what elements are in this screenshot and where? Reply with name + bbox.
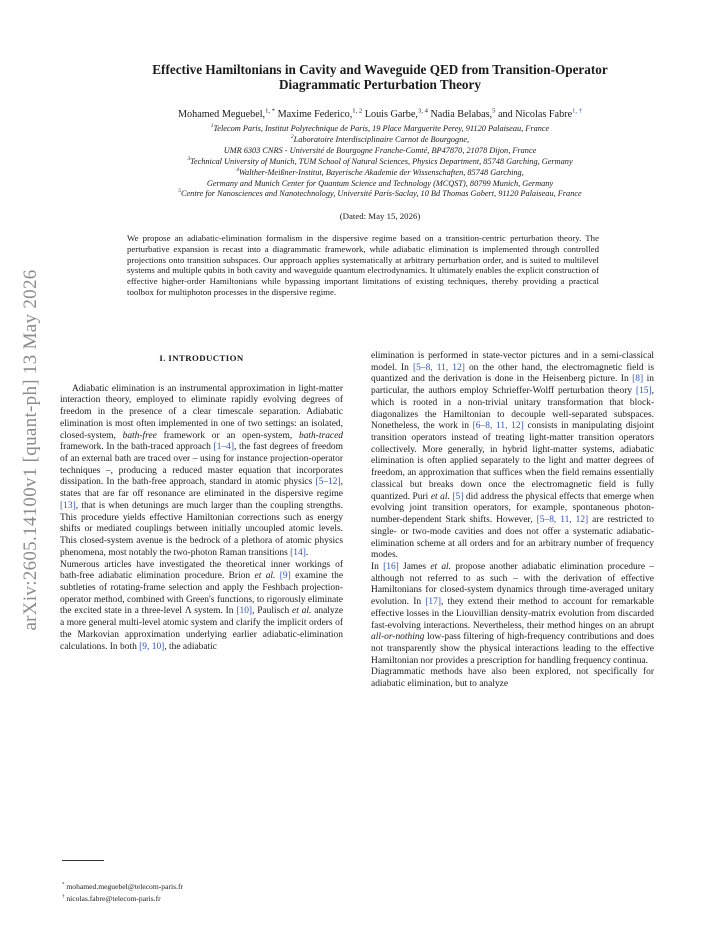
arxiv-identifier: [18, 240, 44, 660]
author-mark: 1, †: [572, 107, 583, 115]
affiliation: [60, 146, 700, 157]
affiliation-text: UMR 6303 CNRS - Université de Bourgogne Franche-Comté, BP47870, 21078 Dijon, France: [223, 145, 537, 155]
author-name: Maxime Federico,: [277, 109, 353, 120]
affiliation-list: [60, 124, 700, 200]
title-line-1: Effective Hamiltonians in Cavity and Waveguide QED from Transition-Operator: [152, 62, 608, 77]
body-paragraph: [60, 384, 343, 560]
footnote-email: mohamed.meguebel@telecom-paris.fr: [66, 882, 184, 891]
affiliation: [60, 124, 700, 135]
text-run: examine the subtleties of rotating-frame selection and apply the Feshbach projection-operator method, combined with Green's functions, to rigorously eliminate the excited state in a three-level Λ system. In: [60, 571, 344, 617]
citation-link[interactable]: [10]: [236, 606, 253, 617]
author: [278, 109, 363, 120]
affiliation: [60, 135, 700, 146]
citation-link[interactable]: [6–8, 11, 12]: [472, 421, 524, 432]
affiliation-text: Germany and Munich Center for Quantum Science and Technology (MCQST), 80799 Munich, Germany: [206, 178, 554, 188]
italic-text: et al.: [292, 606, 312, 617]
body-column-right: [371, 351, 654, 691]
text-run: , the fast degrees of freedom of an external bath are traced over – using for instance projection-operator techniques –, producing a reduced master equation that incorporates dissipation. In the bath-free approach, standard in atomic physics: [60, 442, 343, 488]
text-run: Diagrammatic methods have also been explored, not specifically for adiabatic elimination, but to analyze: [371, 667, 654, 690]
text-run: In: [371, 561, 384, 572]
footnote-rule: [62, 860, 104, 861]
citation-link[interactable]: [15]: [635, 386, 652, 397]
text-run: propose another adiabatic elimination procedure – although not referred to as such – with the derivation of effective Hamiltonians for closed-system dynamics through time-averaged unitary evolution. In: [371, 561, 654, 608]
citation-link[interactable]: [8]: [632, 374, 644, 385]
citation-link[interactable]: [14]: [290, 547, 306, 558]
affiliation-mark: 2: [290, 134, 294, 141]
affiliation: [60, 157, 700, 168]
text-run: , Paulisch: [252, 606, 293, 617]
footnote-mark: †: [62, 894, 65, 900]
affiliation-text: Walther-Meißner-Institut, Bayerische Akademie der Wissenschaften, 85748 Garching,: [238, 167, 524, 177]
paper-title: [60, 62, 700, 92]
text-run: , that is when detunings are much larger than the coupling strengths. This procedure yields effective Hamiltonian corrections such as energy shifts or mediated couplings between initially uncoupled atomic levels. This closed-system avenue is the bedrock of a plethora of atomic physics phenomena, most notably the two-photon Raman transitions: [60, 500, 343, 558]
italic-text: et al.: [430, 561, 452, 572]
italic-text: all-or-nothing: [371, 632, 425, 643]
text-run: , the adiabatic: [164, 641, 217, 652]
body-paragraph: [60, 560, 343, 654]
text-run: in particular, the authors employ Schrieffer-Wolff perturbation theory: [371, 374, 654, 397]
text-run: did address the physical effects that emerge when evolving joint transition operators, for example, spontaneous photon-number-dependent Stark shifts. However,: [371, 491, 655, 526]
text-run: , they extend their method to account for remarkable effective losses in the Liouvillian density-matrix evolution from discarded fast-evolving interactions. Nevertheless, their method hinges on an abrupt: [371, 597, 654, 631]
affiliation: [60, 168, 700, 179]
text-run: .: [305, 547, 309, 558]
affiliation: [60, 179, 700, 190]
affiliation-text: Centre for Nanosciences and Nanotechnology, Université Paris-Saclay, 10 Bd Thomas Gobert, 91120 Palaiseau, France: [180, 189, 582, 199]
author-mark: 1, *: [265, 107, 276, 115]
citation-link[interactable]: [1–4]: [213, 442, 234, 453]
text-run: framework or an open-system,: [156, 430, 299, 441]
section-heading: I. INTRODUCTION: [159, 353, 244, 363]
affiliation-text: Laboratoire Interdisciplinaire Carnot de Bourgogne,: [293, 134, 470, 144]
affiliation-text: Telecom Paris, Institut Polytechnique de Paris, 19 Place Marguerite Perey, 91120 Palaiseau, France: [213, 124, 550, 133]
author-mark: 5: [492, 107, 496, 115]
text-run: on the other hand, the electromagnetic field is quantized and the derivation is done in the Heisenberg picture. In: [371, 362, 654, 385]
text-run: , states that are far off resonance are eliminated in the dispersive regime: [60, 477, 343, 500]
footnote-mark: *: [62, 882, 65, 888]
author-name: Mohamed Meguebel,: [177, 109, 266, 120]
author-mark: 1, 2: [352, 107, 363, 115]
date-line: (Dated: May 15, 2026): [339, 211, 421, 221]
citation-link[interactable]: [13]: [60, 500, 76, 511]
affiliation: [60, 189, 700, 200]
text-run: framework. In the bath-traced approach: [60, 442, 214, 453]
citation-link[interactable]: [5–8, 11, 12]: [413, 362, 465, 373]
body-paragraph: [371, 351, 654, 562]
text-run: , which is rooted in a non-trivial unitary transformation that block-diagonalizes the Hamiltonian to decouple well-separated subspaces. Nonetheless, the work in: [371, 386, 654, 432]
text-run: analyze a more general multi-level atomic system and clarify the implicit orders of the Markovian approximation underlying earlier adiabatic-elimination calculations. In both: [60, 606, 344, 652]
citation-link[interactable]: [9, 10]: [139, 641, 165, 652]
citation-link[interactable]: [16]: [383, 561, 399, 572]
author: [365, 109, 428, 120]
text-run: elimination is performed in state-vector pictures and in a semi-classical model. In: [371, 351, 654, 373]
author-mark: 3, 4: [417, 107, 428, 115]
citation-link[interactable]: [9]: [279, 571, 291, 582]
italic-text: bath-traced: [298, 430, 344, 441]
author-list: [60, 109, 700, 120]
text-run: James: [398, 561, 431, 572]
citation-link[interactable]: [5]: [452, 491, 464, 502]
author: [178, 109, 275, 120]
author: [430, 109, 495, 120]
italic-text: bath-free: [122, 430, 157, 441]
body-paragraph: [371, 667, 654, 690]
body-column-left: [60, 351, 343, 653]
italic-text: et al.: [430, 491, 450, 502]
citation-link[interactable]: [5–8, 11, 12]: [536, 515, 589, 526]
text-run: low-pass filtering of high-frequency contributions and does not transparently show the physical interactions leading to the effective Hamiltonian nor provides a prescription for handling frequency continua.: [371, 632, 654, 666]
affiliation-mark: 4: [236, 166, 239, 173]
text-run: are restricted to single- or two-mode cavities and does not offer a systematic adiabatic-elimination scheme at all orders and for an arbitrary number of frequency modes.: [371, 515, 654, 561]
abstract: We propose an adiabatic-elimination formalism in the dispersive regime based on a transition-centric perturbation theory. The perturbative expansion is recast into a diagrammatic framework, while adiabatic elimination is implemented through controlled projections onto transition subspaces. Our approach applies systematically at arbitrary perturbation order, and is suited to multilevel systems and multiple qubits in both cavity and waveguide quantum electrodynamics. It ultimately enables the explicit construction of effective higher-order Hamiltonians while bypassing important limitations of existing techniques, thereby providing a practical toolbox for multiphoton processes in the dispersive regime.: [127, 233, 599, 297]
citation-link[interactable]: [17]: [425, 597, 441, 608]
text-run: Numerous articles have investigated the theoretical inner workings of bath-free adiabatic elimination procedure. Brion: [60, 559, 343, 582]
text-run: Adiabatic elimination is an instrumental approximation in light-matter interaction theory, employed to eliminate rapidly evolving degrees of freedom in the presence of a clear timescale separation. Adiabatic elimination is most often implemented in one of two settings: an isolated, closed-system,: [60, 383, 343, 441]
author: [498, 109, 582, 120]
author-name: Nadia Belabas,: [430, 109, 493, 120]
footnote: [62, 894, 161, 903]
affiliation-mark: 1: [210, 123, 214, 130]
author-name: and Nicolas Fabre: [497, 109, 573, 120]
affiliation-mark: 3: [187, 155, 191, 162]
body-paragraph: [371, 562, 654, 667]
affiliation-mark: 5: [178, 188, 181, 195]
citation-link[interactable]: [5–12]: [315, 477, 341, 488]
text-run: consists in manipulating disjoint transition operators instead of treating light-matter transition operators collectively. More generally, in hybrid light-matter systems, adiabatic elimination is often applied separately to the light and matter degrees of freedom, an approximation that suffices when the field remains essentially classical but breaks down once the electromagnetic field is fully quantized. Puri: [371, 421, 654, 502]
author-name: Louis Garbe,: [364, 109, 418, 120]
affiliation-text: Technical University of Munich, TUM School of Natural Sciences, Physics Department, 85748 Garching, Germany: [190, 156, 573, 166]
title-line-2: Diagrammatic Perturbation Theory: [279, 77, 481, 92]
arxiv-identifier-text: arXiv:2605.14100v1 [quant-ph] 13 May 2026: [20, 269, 41, 631]
footnote: [62, 882, 183, 891]
footnote-email: nicolas.fabre@telecom-paris.fr: [66, 894, 161, 903]
italic-text: et al.: [254, 571, 276, 582]
